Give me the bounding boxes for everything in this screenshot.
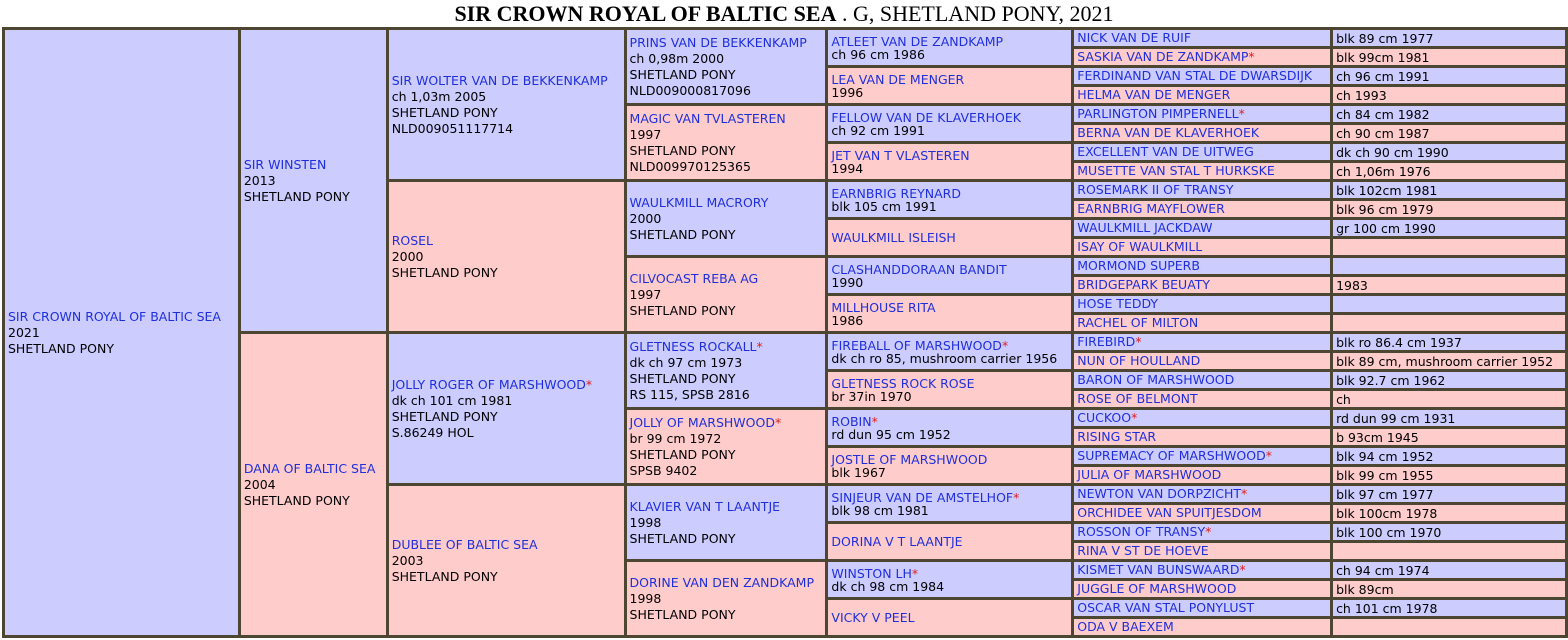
- ancestor-g6-detail: ch 90 cm 1987: [1332, 124, 1567, 143]
- ancestor-detail: dk ch 97 cm 1973: [629, 354, 743, 370]
- horse-name-link[interactable]: SIR WOLTER VAN DE BEKKENKAMP: [391, 72, 608, 88]
- star-marker: *: [871, 413, 878, 429]
- ancestor-g5-cell: [827, 181, 1073, 219]
- ancestor-g6-cell: [1073, 181, 1332, 200]
- ancestor-g5-cell: [827, 561, 1073, 599]
- ancestor-reg: S.86249 HOL: [391, 424, 474, 440]
- ancestor-g6-cell: [1073, 333, 1332, 352]
- ancestor-g6-detail: [1332, 314, 1567, 333]
- ancestor-g6-detail: blk 100cm 1978: [1332, 504, 1567, 523]
- star-marker: *: [1265, 448, 1272, 463]
- ancestor-g5-cell: [827, 67, 1073, 105]
- ancestor-g6-cell: [1073, 561, 1332, 580]
- ancestor-g6-detail: [1332, 295, 1567, 314]
- ancestor-detail: ch 92 cm 1991: [831, 122, 925, 138]
- ancestor-g6-cell: [1073, 48, 1332, 67]
- ancestor-reg: NLD009051117714: [391, 120, 514, 136]
- ancestor-g6-cell: [1073, 219, 1332, 238]
- star-marker: *: [1241, 486, 1248, 501]
- ancestor-breed: SHETLAND PONY: [629, 226, 736, 242]
- ancestor-g6-cell: [1073, 29, 1332, 48]
- ancestor-detail: rd dun 95 cm 1952: [831, 426, 951, 442]
- horse-name-link[interactable]: WINSTON LH: [831, 565, 912, 581]
- horse-name-link[interactable]: SINJEUR VAN DE AMSTELHOF: [831, 489, 1014, 505]
- pedigree-table: [2, 27, 1568, 638]
- horse-name-link[interactable]: BRIDGEPARK BEUATY: [1077, 277, 1211, 292]
- ancestor-g6-detail: blk 96 cm 1979: [1332, 200, 1567, 219]
- ancestor-g4-cell: [625, 257, 827, 333]
- horse-name-link[interactable]: NICK VAN DE RUIF: [1077, 30, 1192, 45]
- horse-name-link[interactable]: WAULKMILL MACRORY: [629, 194, 769, 210]
- star-marker: *: [911, 565, 919, 581]
- ancestor-reg: RS 115, SPSB 2816: [629, 386, 750, 402]
- ancestor-g6-detail: blk 92.7 cm 1962: [1332, 371, 1567, 390]
- ancestor-detail: 2000: [391, 248, 424, 264]
- ancestor-breed: SHETLAND PONY: [629, 446, 736, 462]
- horse-name-link[interactable]: VICKY V PEEL: [831, 610, 915, 625]
- ancestor-g6-cell: [1073, 599, 1332, 618]
- ancestor-g5-cell: [827, 447, 1073, 485]
- ancestor-detail: blk 98 cm 1981: [831, 502, 929, 518]
- horse-name-link[interactable]: ROSE OF BELMONT: [1077, 391, 1198, 406]
- ancestor-g6-detail: blk 102cm 1981: [1332, 181, 1567, 200]
- dam-cell: [239, 333, 387, 637]
- horse-name-link[interactable]: HOSE TEDDY: [1077, 296, 1159, 311]
- ancestor-g4-cell: [625, 409, 827, 485]
- star-marker: *: [1013, 489, 1020, 505]
- dam-year: 2004: [243, 476, 276, 492]
- horse-name-link[interactable]: JULIA OF MARSHWOOD: [1077, 467, 1222, 482]
- ancestor-detail: 2003: [391, 552, 424, 568]
- horse-name-link[interactable]: ROSEL: [391, 232, 434, 248]
- horse-name-link[interactable]: ISAY OF WAULKMILL: [1077, 239, 1203, 254]
- horse-name-link[interactable]: ORCHIDEE VAN SPUITJESDOM: [1077, 505, 1262, 520]
- ancestor-detail: 1986: [831, 312, 864, 328]
- ancestor-g5-cell: [827, 523, 1073, 561]
- ancestor-reg: SPSB 9402: [629, 462, 698, 478]
- ancestor-g5-cell: [827, 485, 1073, 523]
- ancestor-g6-detail: blk 89 cm 1977: [1332, 29, 1567, 48]
- horse-name-link[interactable]: NUN OF HOULLAND: [1077, 353, 1201, 368]
- horse-name-link[interactable]: FIREBALL OF MARSHWOOD: [831, 337, 1002, 353]
- ancestor-g3-cell: [387, 29, 625, 181]
- ancestor-g6-cell: [1073, 447, 1332, 466]
- ancestor-g6-cell: [1073, 580, 1332, 599]
- ancestor-g4-cell: [625, 561, 827, 637]
- ancestor-g6-cell: [1073, 295, 1332, 314]
- ancestor-breed: SHETLAND PONY: [629, 530, 736, 546]
- ancestor-g6-detail: blk 100 cm 1970: [1332, 523, 1567, 542]
- ancestor-breed: SHETLAND PONY: [391, 104, 498, 120]
- horse-name-link[interactable]: NEWTON VAN DORPZICHT: [1077, 486, 1241, 501]
- ancestor-g6-cell: [1073, 162, 1332, 181]
- ancestor-breed: SHETLAND PONY: [629, 302, 736, 318]
- ancestor-detail: 1998: [629, 514, 662, 530]
- ancestor-g5-cell: [827, 105, 1073, 143]
- ancestor-detail: 1990: [831, 274, 864, 290]
- ancestor-g5-cell: [827, 599, 1073, 637]
- ancestor-g6-cell: [1073, 523, 1332, 542]
- ancestor-breed: SHETLAND PONY: [391, 568, 498, 584]
- star-marker: *: [1131, 410, 1138, 425]
- horse-name-link[interactable]: WAULKMILL JACKDAW: [1077, 220, 1213, 235]
- ancestor-g6-detail: [1332, 238, 1567, 257]
- ancestor-g6-cell: [1073, 466, 1332, 485]
- horse-name-link[interactable]: EXCELLENT VAN DE UITWEG: [1077, 144, 1254, 159]
- ancestor-g6-detail: ch 84 cm 1982: [1332, 105, 1567, 124]
- horse-name-link[interactable]: RACHEL OF MILTON: [1077, 315, 1199, 330]
- horse-name-link[interactable]: ROSEMARK II OF TRANSY: [1077, 182, 1234, 197]
- horse-name-link[interactable]: KLAVIER VAN T LAANTJE: [629, 498, 781, 514]
- ancestor-reg: NLD009970125365: [629, 158, 751, 174]
- ancestor-g6-cell: [1073, 485, 1332, 504]
- ancestor-g4-cell: [625, 29, 827, 105]
- horse-name-link[interactable]: MILLHOUSE RITA: [831, 299, 936, 315]
- horse-name-link[interactable]: WAULKMILL ISLEISH: [831, 230, 956, 245]
- horse-name-link[interactable]: JUGGLE OF MARSHWOOD: [1077, 581, 1237, 596]
- ancestor-g6-detail: ch 94 cm 1974: [1332, 561, 1567, 580]
- horse-name-link[interactable]: LEA VAN DE MENGER: [831, 71, 965, 87]
- pedigree-row: [4, 29, 1567, 48]
- sire-breed: SHETLAND PONY: [243, 188, 350, 204]
- ancestor-detail: 1997: [629, 286, 662, 302]
- ancestor-detail: ch 0,98m 2000: [629, 50, 725, 66]
- ancestor-g4-cell: [625, 333, 827, 409]
- horse-name-link[interactable]: SIR WINSTEN: [243, 156, 327, 172]
- ancestor-g6-detail: ch: [1332, 390, 1567, 409]
- ancestor-detail: blk 1967: [831, 464, 886, 480]
- ancestor-g6-detail: gr 100 cm 1990: [1332, 219, 1567, 238]
- horse-name-link[interactable]: DUBLEE OF BALTIC SEA: [391, 536, 538, 552]
- ancestor-g6-detail: dk ch 90 cm 1990: [1332, 143, 1567, 162]
- star-marker: *: [1135, 334, 1142, 349]
- ancestor-g6-cell: [1073, 352, 1332, 371]
- horse-name-link[interactable]: MUSETTE VAN STAL T HURKSKE: [1077, 163, 1275, 178]
- ancestor-reg: NLD009000817096: [629, 82, 751, 98]
- star-marker: *: [585, 376, 593, 392]
- ancestor-g6-detail: ch 96 cm 1991: [1332, 67, 1567, 86]
- ancestor-breed: SHETLAND PONY: [629, 606, 736, 622]
- horse-name-link[interactable]: SIR CROWN ROYAL OF BALTIC SEA: [8, 308, 221, 324]
- ancestor-detail: 2000: [629, 210, 662, 226]
- horse-name-link[interactable]: GLETNESS ROCKALL: [629, 338, 757, 354]
- ancestor-detail: 1997: [629, 126, 662, 142]
- title-horse-name: SIR CROWN ROYAL OF BALTIC SEA: [454, 1, 837, 26]
- ancestor-detail: 1996: [831, 84, 864, 100]
- star-marker: *: [1205, 524, 1212, 539]
- horse-name-link[interactable]: JOLLY ROGER OF MARSHWOOD: [391, 376, 586, 392]
- ancestor-g3-cell: [387, 333, 625, 485]
- ancestor-g6-detail: 1983: [1332, 276, 1567, 295]
- horse-name-link[interactable]: ROSSON OF TRANSY: [1077, 524, 1206, 539]
- ancestor-detail: ch 96 cm 1986: [831, 46, 925, 62]
- horse-name-link[interactable]: CUCKOO: [1077, 410, 1132, 425]
- horse-name-link[interactable]: OSCAR VAN STAL PONYLUST: [1077, 600, 1255, 615]
- ancestor-g6-detail: ch 101 cm 1978: [1332, 599, 1567, 618]
- ancestor-g6-detail: blk 89 cm, mushroom carrier 1952: [1332, 352, 1567, 371]
- ancestor-g3-cell: [387, 485, 625, 637]
- star-marker: *: [1248, 49, 1255, 64]
- dam-breed: SHETLAND PONY: [243, 492, 350, 508]
- ancestor-g5-cell: [827, 409, 1073, 447]
- ancestor-g6-cell: [1073, 257, 1332, 276]
- ancestor-detail: dk ch 101 cm 1981: [391, 392, 513, 408]
- sire-year: 2013: [243, 172, 276, 188]
- ancestor-g6-cell: [1073, 143, 1332, 162]
- ancestor-g6-detail: rd dun 99 cm 1931: [1332, 409, 1567, 428]
- ancestor-g5-cell: [827, 333, 1073, 371]
- star-marker: *: [1238, 106, 1245, 121]
- ancestor-detail: 1998: [629, 590, 662, 606]
- ancestor-g6-cell: [1073, 238, 1332, 257]
- horse-name-link[interactable]: ATLEET VAN DE ZANDKAMP: [831, 33, 1004, 49]
- horse-name-link[interactable]: MAGIC VAN TVLASTEREN: [629, 110, 786, 126]
- ancestor-g6-detail: blk 97 cm 1977: [1332, 485, 1567, 504]
- subject-year: 2021: [8, 324, 40, 340]
- ancestor-g6-detail: blk 89cm: [1332, 580, 1567, 599]
- horse-name-link[interactable]: SUPREMACY OF MARSHWOOD: [1077, 448, 1266, 463]
- ancestor-g6-cell: [1073, 390, 1332, 409]
- ancestor-g6-detail: ch 1993: [1332, 86, 1567, 105]
- subject-breed: SHETLAND PONY: [8, 340, 114, 356]
- ancestor-g6-cell: [1073, 276, 1332, 295]
- horse-name-link[interactable]: DORINE VAN DEN ZANDKAMP: [629, 574, 815, 590]
- ancestor-g5-cell: [827, 257, 1073, 295]
- horse-name-link[interactable]: JET VAN T VLASTEREN: [831, 147, 970, 163]
- ancestor-g6-detail: [1332, 618, 1567, 637]
- horse-name-link[interactable]: JOLLY OF MARSHWOOD: [629, 414, 775, 430]
- horse-name-link[interactable]: ODA V BAEXEM: [1077, 619, 1174, 634]
- ancestor-g6-cell: [1073, 409, 1332, 428]
- ancestor-g6-cell: [1073, 618, 1332, 637]
- ancestor-detail: dk ch 98 cm 1984: [831, 578, 945, 594]
- star-marker: *: [756, 338, 763, 354]
- ancestor-g6-cell: [1073, 504, 1332, 523]
- horse-name-link[interactable]: FERDINAND VAN STAL DE DWARSDIJK: [1077, 68, 1313, 83]
- ancestor-breed: SHETLAND PONY: [629, 142, 736, 158]
- ancestor-breed: SHETLAND PONY: [391, 408, 498, 424]
- ancestor-g6-cell: [1073, 200, 1332, 219]
- horse-name-link[interactable]: BARON OF MARSHWOOD: [1077, 372, 1235, 387]
- horse-name-link[interactable]: DORINA V T LAANTJE: [831, 534, 963, 549]
- ancestor-g4-cell: [625, 105, 827, 181]
- title-horse-details: . G, SHETLAND PONY, 2021: [836, 1, 1114, 26]
- star-marker: *: [1239, 562, 1246, 577]
- ancestor-g6-cell: [1073, 105, 1332, 124]
- star-marker: *: [774, 414, 782, 430]
- ancestor-breed: SHETLAND PONY: [629, 370, 736, 386]
- ancestor-g6-detail: ch 1,06m 1976: [1332, 162, 1567, 181]
- ancestor-g6-cell: [1073, 86, 1332, 105]
- horse-name-link[interactable]: ROBIN: [831, 413, 872, 429]
- horse-name-link[interactable]: HELMA VAN DE MENGER: [1077, 87, 1231, 102]
- horse-name-link[interactable]: MORMOND SUPERB: [1077, 258, 1200, 273]
- ancestor-g6-detail: [1332, 257, 1567, 276]
- ancestor-g6-cell: [1073, 371, 1332, 390]
- ancestor-detail: dk ch ro 85, mushroom carrier 1956: [831, 350, 1058, 366]
- page-title: [0, 0, 1568, 27]
- ancestor-breed: SHETLAND PONY: [629, 66, 736, 82]
- horse-name-link[interactable]: JOSTLE OF MARSHWOOD: [831, 451, 988, 467]
- ancestor-g6-detail: blk 99cm 1981: [1332, 48, 1567, 67]
- ancestor-g5-cell: [827, 29, 1073, 67]
- ancestor-g6-cell: [1073, 124, 1332, 143]
- sire-cell: [239, 29, 387, 333]
- horse-name-link[interactable]: KISMET VAN BUNSWAARD: [1077, 562, 1240, 577]
- horse-name-link[interactable]: SASKIA VAN DE ZANDKAMP: [1077, 49, 1249, 64]
- horse-name-link[interactable]: RINA V ST DE HOEVE: [1077, 543, 1209, 558]
- star-marker: *: [1001, 337, 1009, 353]
- ancestor-detail: ch 1,03m 2005: [391, 88, 487, 104]
- ancestor-g6-detail: blk 99 cm 1955: [1332, 466, 1567, 485]
- ancestor-g5-cell: [827, 143, 1073, 181]
- horse-name-link[interactable]: CLASHANDDORAAN BANDIT: [831, 261, 1007, 277]
- ancestor-g6-detail: blk ro 86.4 cm 1937: [1332, 333, 1567, 352]
- horse-name-link[interactable]: CILVOCAST REBA AG: [629, 270, 759, 286]
- ancestor-g4-cell: [625, 485, 827, 561]
- ancestor-g4-cell: [625, 181, 827, 257]
- horse-name-link[interactable]: FELLOW VAN DE KLAVERHOEK: [831, 109, 1021, 125]
- ancestor-g6-detail: [1332, 542, 1567, 561]
- ancestor-g6-cell: [1073, 542, 1332, 561]
- ancestor-g3-cell: [387, 181, 625, 333]
- ancestor-detail: blk 105 cm 1991: [831, 198, 937, 214]
- horse-name-link[interactable]: PARLINGTON PIMPERNELL: [1077, 106, 1239, 121]
- horse-name-link[interactable]: DANA OF BALTIC SEA: [243, 460, 376, 476]
- horse-name-link[interactable]: RISING STAR: [1077, 429, 1157, 444]
- ancestor-detail: 1994: [831, 160, 864, 176]
- ancestor-detail: br 99 cm 1972: [629, 430, 722, 446]
- horse-name-link[interactable]: PRINS VAN DE BEKKENKAMP: [629, 34, 807, 50]
- ancestor-g6-cell: [1073, 314, 1332, 333]
- ancestor-g6-cell: [1073, 67, 1332, 86]
- ancestor-g5-cell: [827, 371, 1073, 409]
- ancestor-g5-cell: [827, 295, 1073, 333]
- ancestor-breed: SHETLAND PONY: [391, 264, 498, 280]
- ancestor-g5-cell: [827, 219, 1073, 257]
- horse-name-link[interactable]: GLETNESS ROCK ROSE: [831, 375, 975, 391]
- horse-name-link[interactable]: BERNA VAN DE KLAVERHOEK: [1077, 125, 1260, 140]
- ancestor-g6-cell: [1073, 428, 1332, 447]
- ancestor-detail: br 37in 1970: [831, 388, 912, 404]
- ancestor-g6-detail: b 93cm 1945: [1332, 428, 1567, 447]
- horse-name-link[interactable]: EARNBRIG REYNARD: [831, 185, 961, 201]
- horse-name-link[interactable]: FIREBIRD: [1077, 334, 1136, 349]
- subject-cell: [4, 29, 240, 637]
- ancestor-g6-detail: blk 94 cm 1952: [1332, 447, 1567, 466]
- horse-name-link[interactable]: EARNBRIG MAYFLOWER: [1077, 201, 1225, 216]
